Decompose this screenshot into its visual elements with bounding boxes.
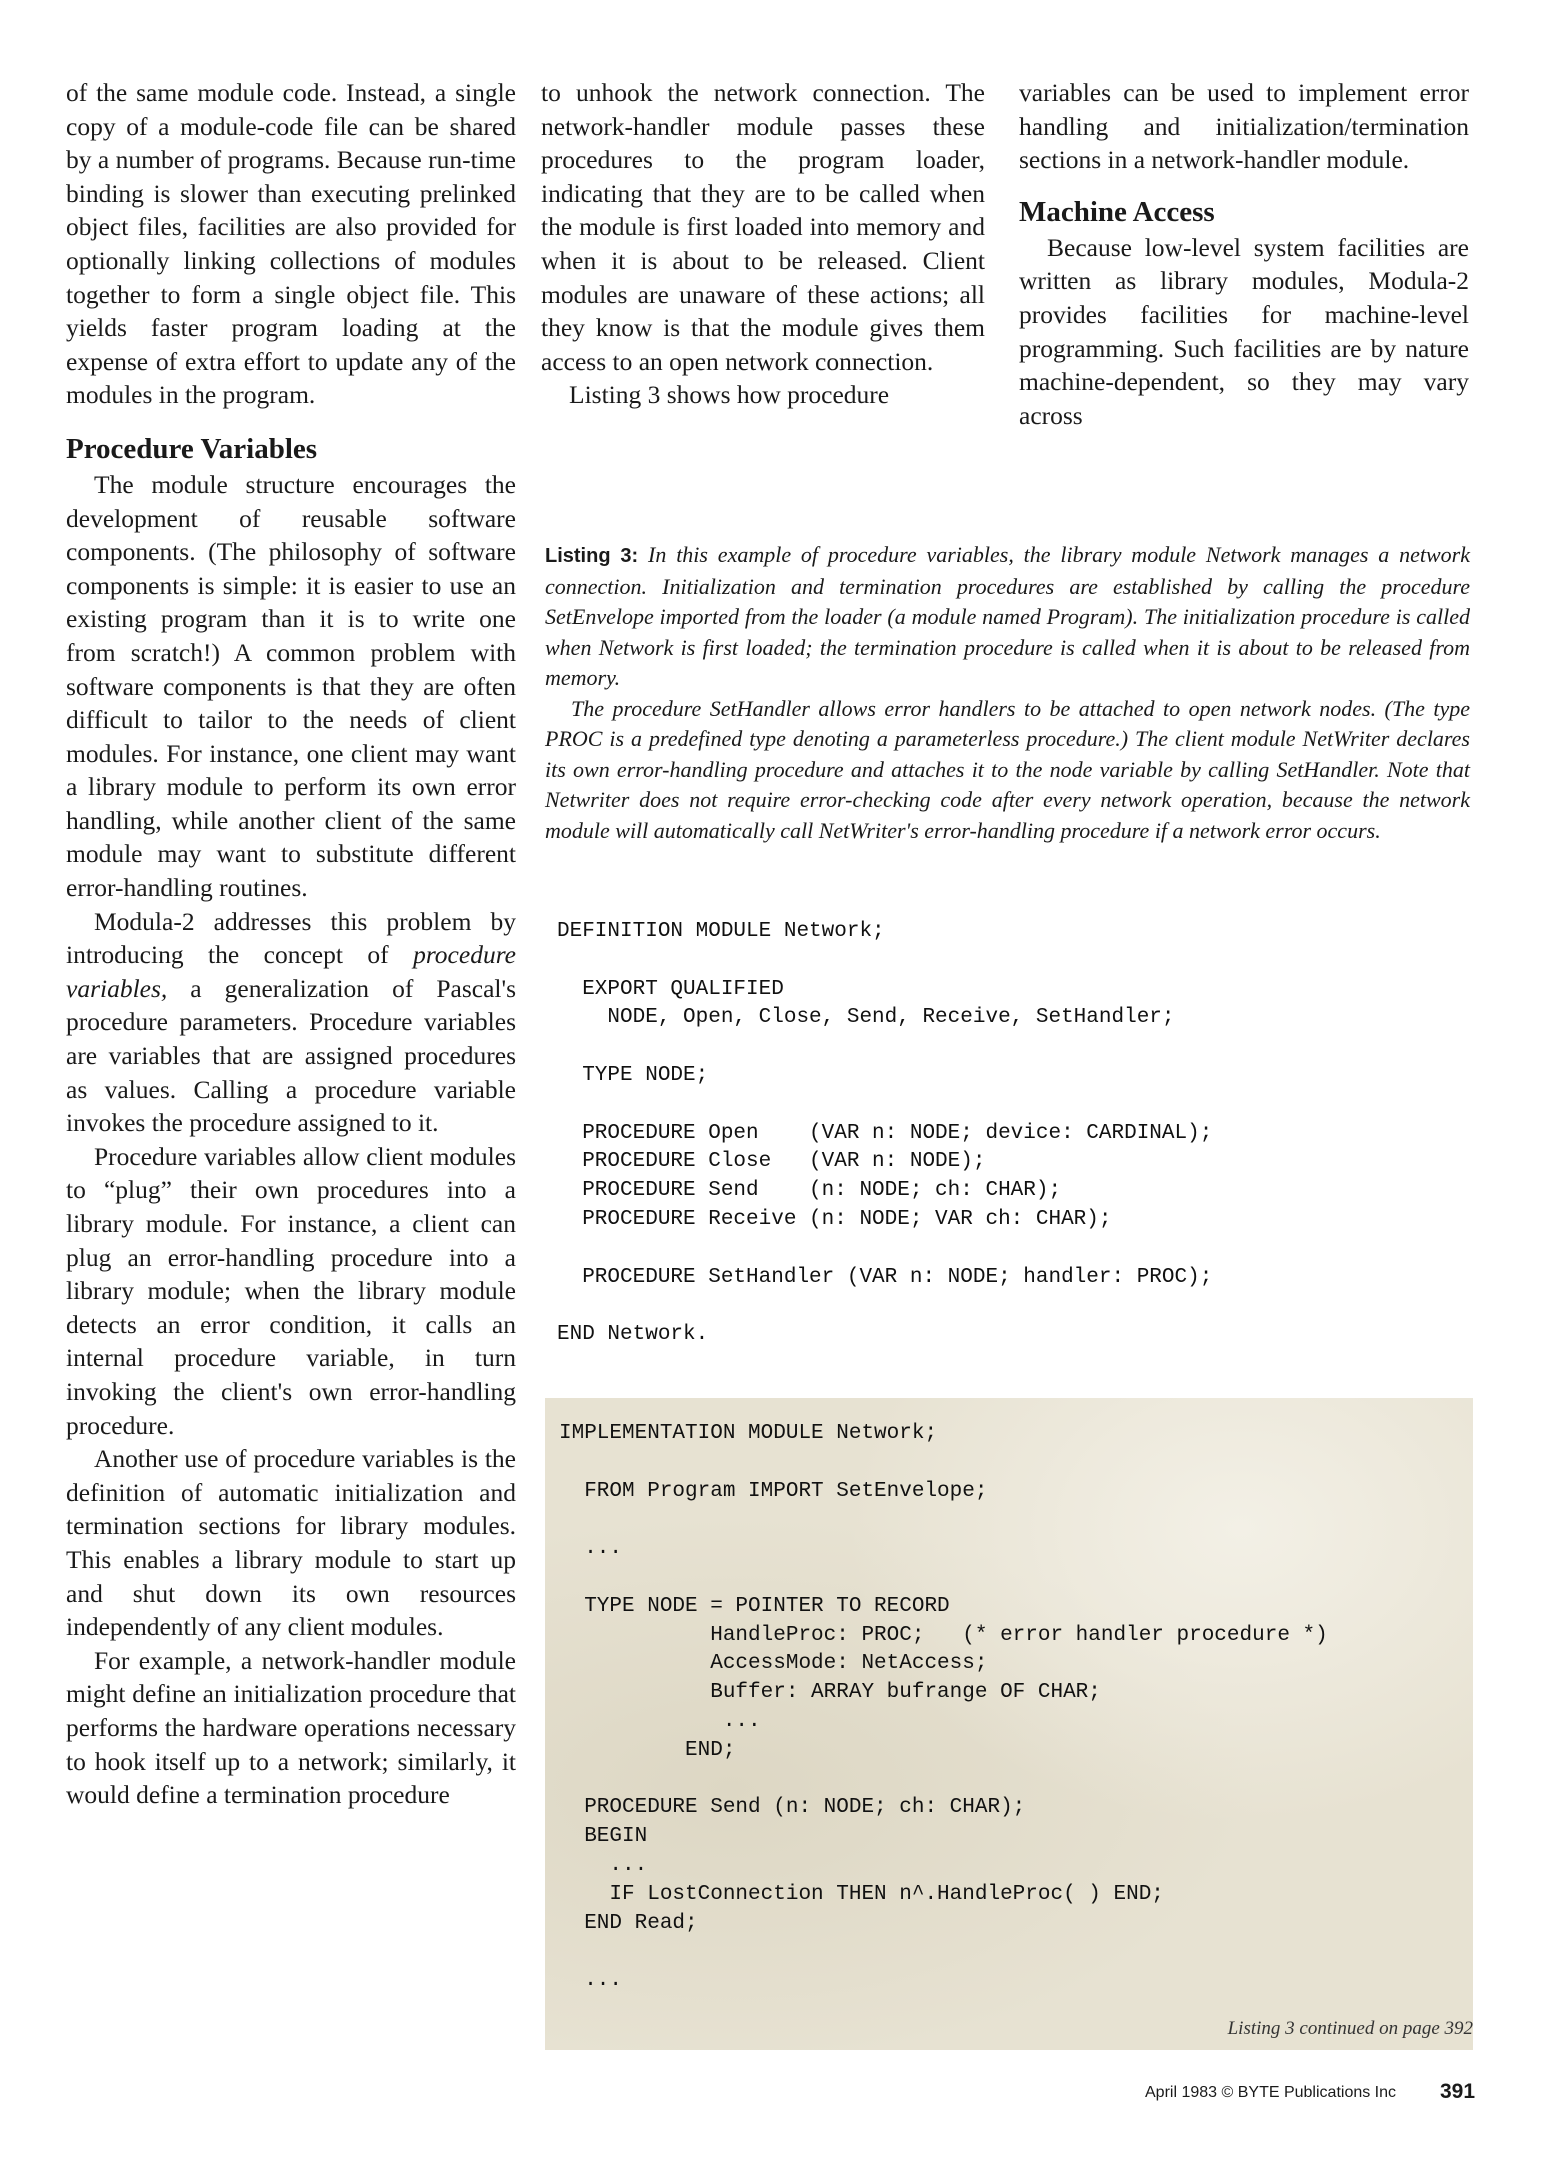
emphasis: procedure variables, bbox=[66, 940, 516, 1003]
continued-note: Listing 3 continued on page 392 bbox=[1227, 2018, 1473, 2039]
text: Modula-2 addresses this problem by introducing the concept of bbox=[66, 906, 516, 970]
paragraph: Because low-level system facilities are written as library modules, Modula-2 provides facilities for machine-level programming. Such facilities are by nature machine-dependent, so they may vary across bbox=[1019, 232, 1469, 430]
caption-text: In this example of procedure variables, the library module Network manages a network connection. Initialization and termination procedures are established by calling the procedure SetEnvelope imported from the loader (a module named Program). The initialization procedure is called when Network is first loaded; the termination procedure is called when it is about to be released from memory. bbox=[545, 542, 1471, 690]
paragraph: The module structure encourages the development of reusable software components. (The philosophy of software components is simple: it is easier to use an existing program than it is to write one from scratch!) A common problem with software components is that they are often difficult to tailor to the needs of client modules. For instance, one client may want a library module to perform its own error handling, while another client of the same module may want to substitute different error-handling routines. bbox=[66, 469, 516, 903]
page-number: 391 bbox=[1440, 2080, 1476, 2103]
paragraph: variables can be used to implement error handling and initialization/termination sections in a network-handler module. bbox=[1019, 78, 1469, 175]
caption-paragraph bbox=[545, 540, 1470, 694]
footer-credit: April 1983 © BYTE Publications Inc bbox=[1145, 2084, 1397, 2101]
implementation-module-code: IMPLEMENTATION MODULE Network; FROM Program IMPORT SetEnvelope; ... TYPE NODE = POINTER TO RECORD HandleProc: PROC; (* error handler procedure *) AccessMode: NetAccess; Buffer: ARRAY bufrange OF CHAR; ... END; PROCEDURE Send (n: NODE; ch: CHAR); BEGIN ... IF LostConnection THEN n^.HandleProc( ) END; END Read; ... bbox=[559, 1422, 1328, 1993]
article-column-1 bbox=[66, 76, 516, 1812]
paragraph: to unhook the network connection. The network-handler module passes these procedures to the program loader, indicating that they are to be called when the module is first loaded into memory and when it is about to be released. Client modules are unaware of these actions; all they know is that the module gives them access to an open network connection. bbox=[541, 78, 985, 376]
section-heading: Procedure Variables bbox=[66, 432, 318, 465]
article-column-3 bbox=[1019, 76, 1469, 432]
implementation-listing-box bbox=[545, 1398, 1473, 2050]
paragraph: Procedure variables allow client modules to “plug” their own procedures into a library module. For instance, a client can plug an error-handling procedure into a library module; when the library module detects an error condition, it calls an internal procedure variable, in turn invoking the client's own error-handling procedure. bbox=[66, 1141, 516, 1440]
paragraph: of the same module code. Instead, a single copy of a module-code file can be shared by a number of programs. Because run-time binding is slower than executing prelinked object files, facilities are also provided for optionally linking collections of modules together to form a single object file. This yields faster program loading at the expense of extra effort to update any of the modules in the program. bbox=[66, 78, 516, 410]
listing-caption bbox=[545, 540, 1470, 846]
article-column-2 bbox=[541, 76, 985, 412]
section-heading: Machine Access bbox=[1019, 195, 1215, 228]
paragraph bbox=[66, 905, 516, 1140]
caption-paragraph: The procedure SetHandler allows error handlers to be attached to open network nodes. (The type PROC is a predefined type denoting a parameterless procedure.) The client module NetWriter declares its own error-handling procedure and attaches it to the node variable by calling SetHandler. Note that Netwriter does not require error-checking code after every network operation, because the network module will automatically call NetWriter's error-handling procedure if a network error occurs. bbox=[545, 695, 1470, 843]
paragraph: For example, a network-handler module might define an initialization procedure that performs the hardware operations necessary to hook itself up to a network; similarly, it would define a termination procedure bbox=[66, 1645, 516, 1810]
paragraph: Another use of procedure variables is the definition of automatic initialization and termination sections for library modules. This enables a library module to start up and shut down its own resources independently of any client modules. bbox=[66, 1444, 516, 1642]
listing-label: Listing 3: bbox=[545, 545, 639, 567]
definition-module-code: DEFINITION MODULE Network; EXPORT QUALIFIED NODE, Open, Close, Send, Receive, SetHandler; TYPE NODE; PROCEDURE Open (VAR n: NODE; device: CARDINAL); PROCEDURE Close (VAR n: NODE); PROCEDURE Send (n: NODE; ch: CHAR); PROCEDURE Receive (n: NODE; VAR ch: CHAR); PROCEDURE SetHandler (VAR n: NODE; handler: PROC); END Network. bbox=[557, 920, 1213, 1347]
paragraph: Listing 3 shows how procedure bbox=[569, 380, 890, 410]
text: a generalization of Pascal's procedure parameters. Procedure variables are variables that are assigned procedures as values. Calling a procedure variable invokes the procedure assigned to it. bbox=[66, 973, 516, 1138]
